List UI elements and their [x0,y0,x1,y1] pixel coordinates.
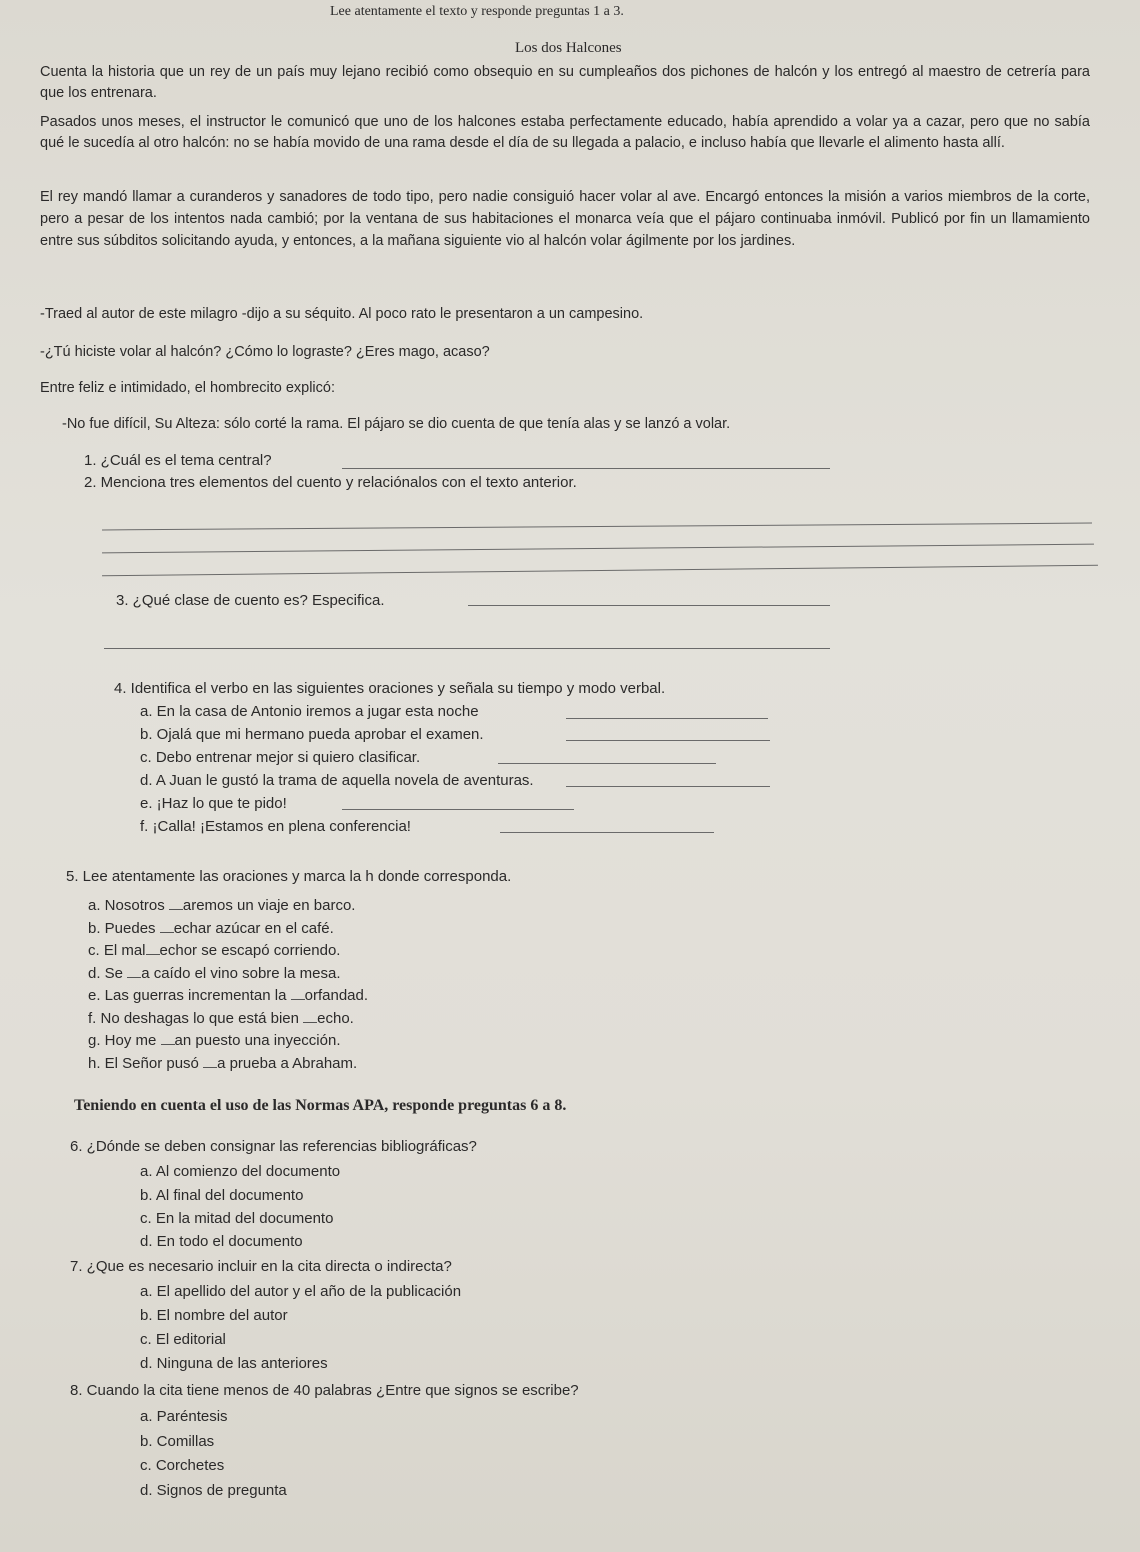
q5-item-text-after: an puesto una inyección. [174,1032,341,1049]
answer-line[interactable] [566,718,768,719]
answer-line[interactable] [566,786,770,787]
q5-item-text-after: a caído el vino sobre la mesa. [141,964,341,982]
h-blank[interactable] [161,1030,175,1045]
question-6: 6. ¿Dónde se deben consignar las referencias bibliográficas? [70,1138,477,1155]
answer-line[interactable] [498,763,716,764]
story-paragraph-6: Entre feliz e intimidado, el hombrecito explicó: [40,380,335,396]
q7-option-b[interactable]: b. El nombre del autor [140,1307,288,1324]
q5-item-text-before: b. Puedes [88,919,160,937]
q4-item-f: f. ¡Calla! ¡Estamos en plena conferencia! [140,818,411,835]
q5-item-b [88,918,334,937]
story-paragraph-2: Pasados unos meses, el instructor le comunicó que uno de los halcones estaba perfectamente educado, había aprendido a volar ya a cazar, pero que no sabía qué le sucedía al otro halcón: no se había movido de una rama desde el día de su llegada a palacio, e incluso había que llevarle el alimento hasta allí. [40,114,1090,151]
story-paragraph-5: -¿Tú hiciste volar al halcón? ¿Cómo lo lograste? ¿Eres mago, acaso? [40,344,490,360]
story-paragraph-7: -No fue difícil, Su Alteza: sólo corté la rama. El pájaro se dio cuenta de que tenía alas y se lanzó a volar. [62,416,731,432]
answer-line[interactable] [104,648,830,649]
q5-item-text-before: h. El Señor pusó [88,1054,204,1072]
q7-option-a[interactable]: a. El apellido del autor y el año de la publicación [140,1283,462,1300]
q5-item-text-after: echor se escapó corriendo. [159,942,341,959]
instructions-header: Lee atentamente el texto y responde preguntas 1 a 3. [330,4,624,19]
q8-option-b[interactable]: b. Comillas [140,1433,215,1450]
q5-item-text-before: d. Se [88,964,128,982]
question-4: 4. Identifica el verbo en las siguientes oraciones y señala su tiempo y modo verbal. [114,680,666,697]
question-5: 5. Lee atentamente las oraciones y marca la h donde corresponda. [66,868,512,885]
answer-line[interactable] [342,468,830,469]
q7-option-d[interactable]: d. Ninguna de las anteriores [140,1355,328,1372]
q5-item-text-before: f. No deshagas lo que está bien [88,1009,304,1027]
q5-item-text-after: orfandad. [304,987,369,1004]
q6-option-c[interactable]: c. En la mitad del documento [140,1210,334,1227]
q8-option-d[interactable]: d. Signos de pregunta [140,1482,287,1499]
h-blank[interactable] [146,940,160,955]
story-paragraph-1: Cuenta la historia que un rey de un país muy lejano recibió como obsequio en su cumpleaños dos pichones de halcón y los entregó al maestro de cetrería para que los entrenara. [40,64,1090,101]
question-1: 1. ¿Cuál es el tema central? [84,452,272,469]
q5-item-text-before: c. El mal [88,942,146,959]
q7-option-c[interactable]: c. El editorial [140,1331,226,1348]
q5-item-d [88,963,340,982]
answer-line[interactable] [102,523,1092,531]
q5-item-text-before: g. Hoy me [88,1032,161,1049]
h-blank[interactable] [203,1053,217,1068]
q4-item-b: b. Ojalá que mi hermano pueda aprobar el examen. [140,726,484,743]
answer-line[interactable] [102,544,1094,554]
q6-option-d[interactable]: d. En todo el documento [140,1233,303,1250]
story-paragraph-3: El rey mandó llamar a curanderos y sanadores de todo tipo, pero nadie consiguió hacer volar al ave. Encargó entonces la misión a varios miembros de la corte, pero a pesar de los intentos nada cambió; por la ventana de sus habitaciones el monarca veía que el pájaro continuaba inmóvil. Publicó por fin un llamamiento entre sus súbditos solicitando ayuda, y entonces, a la mañana siguiente vio al halcón volar ágilmente por los jardines. [40,189,1090,249]
q5-item-text-before: e. Las guerras incrementan la [88,987,291,1004]
question-7: 7. ¿Que es necesario incluir en la cita directa o indirecta? [70,1258,452,1275]
h-blank[interactable] [160,918,174,933]
q4-item-d: d. A Juan le gustó la trama de aquella novela de aventuras. [140,772,534,789]
story-paragraph-4: -Traed al autor de este milagro -dijo a su séquito. Al poco rato le presentaron a un campesino. [40,306,644,322]
answer-line[interactable] [500,832,714,833]
q6-option-a[interactable]: a. Al comienzo del documento [140,1163,341,1180]
answer-line[interactable] [468,605,830,606]
q5-item-h [88,1053,357,1072]
q5-item-text-before: a. Nosotros [88,897,169,914]
q5-item-a [88,895,355,914]
question-2: 2. Menciona tres elementos del cuento y relaciónalos con el texto anterior. [84,474,577,491]
answer-line[interactable] [566,740,770,741]
q8-option-a[interactable]: a. Paréntesis [140,1408,228,1425]
q8-option-c[interactable]: c. Corchetes [140,1457,225,1474]
answer-line[interactable] [342,809,574,810]
q5-item-c [88,940,340,959]
h-blank[interactable] [127,963,141,978]
question-8: 8. Cuando la cita tiene menos de 40 palabras ¿Entre que signos se escribe? [70,1382,579,1399]
q5-item-g [88,1030,340,1049]
h-blank[interactable] [291,985,305,1000]
q5-item-text-after: echo. [317,1009,354,1027]
q4-item-c: c. Debo entrenar mejor si quiero clasificar. [140,749,421,766]
q5-item-text-after: a prueba a Abraham. [217,1054,358,1072]
h-blank[interactable] [303,1008,317,1023]
q4-item-a: a. En la casa de Antonio iremos a jugar esta noche [140,703,479,720]
q5-item-e [88,985,368,1004]
h-blank[interactable] [169,895,183,910]
q6-option-b[interactable]: b. Al final del documento [140,1187,304,1204]
story-title: Los dos Halcones [515,40,622,56]
apa-heading: Teniendo en cuenta el uso de las Normas APA, responde preguntas 6 a 8. [74,1097,567,1114]
question-3: 3. ¿Qué clase de cuento es? Especifica. [116,592,385,609]
q5-item-text-after: aremos un viaje en barco. [182,897,356,914]
answer-line[interactable] [102,565,1098,576]
q5-item-f [88,1008,354,1027]
q4-item-e: e. ¡Haz lo que te pido! [140,795,287,812]
q5-item-text-after: echar azúcar en el café. [173,919,334,937]
